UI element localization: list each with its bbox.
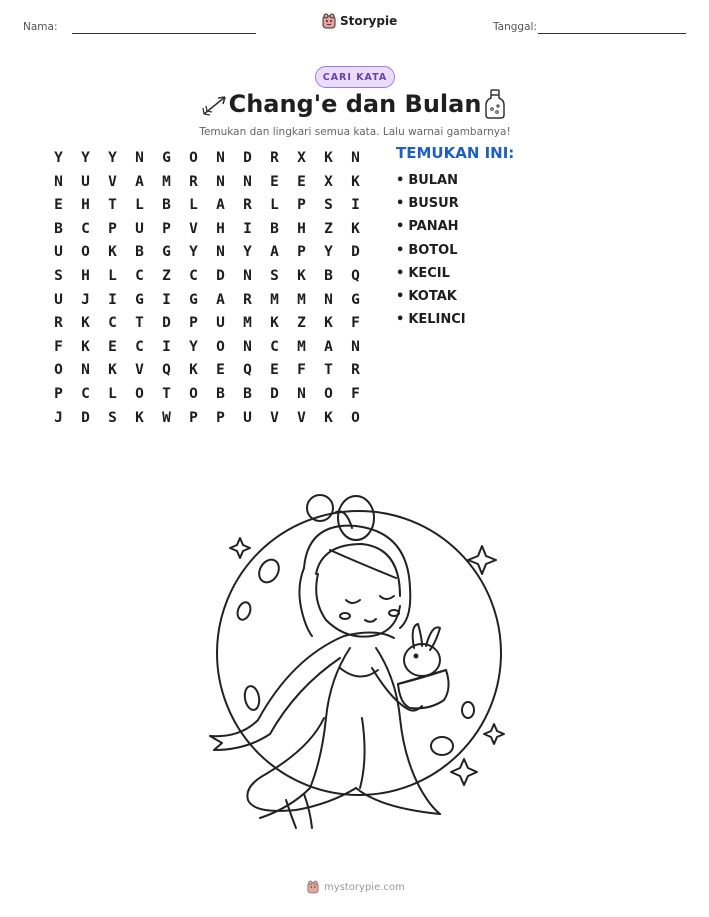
- grid-row: [45, 171, 369, 195]
- grid-letter[interactable]: I: [243, 220, 252, 237]
- grid-row: [45, 241, 369, 265]
- grid-letter[interactable]: O: [189, 385, 198, 402]
- grid-letter[interactable]: E: [54, 197, 63, 214]
- grid-row: [45, 312, 369, 336]
- grid-letter[interactable]: R: [54, 315, 63, 332]
- grid-letter[interactable]: T: [162, 385, 171, 402]
- grid-letter[interactable]: O: [324, 385, 333, 402]
- bullet: •: [396, 265, 405, 281]
- bullet: •: [396, 173, 405, 188]
- grid-letter[interactable]: O: [216, 338, 225, 355]
- grid-letter[interactable]: A: [324, 338, 333, 355]
- grid-letter[interactable]: K: [108, 244, 117, 261]
- grid-letter[interactable]: S: [108, 409, 117, 426]
- sparkle-icon: [468, 546, 496, 574]
- bullet: •: [396, 288, 405, 304]
- grid-letter[interactable]: L: [270, 197, 279, 214]
- grid-letter[interactable]: N: [216, 244, 225, 261]
- grid-letter[interactable]: U: [135, 220, 144, 237]
- bullet: •: [396, 219, 405, 235]
- grid-row: [45, 194, 369, 218]
- change-moon-illustration: [200, 488, 510, 848]
- bullet: •: [396, 312, 405, 328]
- rabbit: [404, 644, 440, 676]
- grid-letter[interactable]: B: [162, 197, 171, 214]
- grid-letter[interactable]: V: [189, 220, 198, 237]
- sparkle-icon: [484, 724, 504, 744]
- grid-letter[interactable]: S: [54, 267, 63, 284]
- grid-letter[interactable]: P: [189, 409, 198, 426]
- grid-row: [45, 336, 369, 360]
- word-text: KECIL: [408, 265, 450, 281]
- grid-letter[interactable]: M: [297, 338, 306, 355]
- grid-letter[interactable]: K: [324, 315, 333, 332]
- grid-letter[interactable]: C: [135, 267, 144, 284]
- word-list-item: [396, 263, 466, 286]
- grid-letter[interactable]: F: [351, 315, 360, 332]
- grid-letter[interactable]: E: [270, 173, 279, 190]
- word-text: BULAN: [408, 173, 459, 188]
- grid-letter[interactable]: K: [108, 362, 117, 379]
- grid-letter[interactable]: K: [189, 362, 198, 379]
- grid-letter[interactable]: I: [351, 197, 360, 214]
- grid-letter[interactable]: U: [216, 315, 225, 332]
- word-list: [396, 170, 466, 332]
- grid-letter[interactable]: F: [297, 362, 306, 379]
- grid-letter[interactable]: V: [135, 362, 144, 379]
- bottle-icon: [483, 88, 507, 120]
- grid-letter[interactable]: K: [81, 338, 90, 355]
- grid-letter[interactable]: N: [216, 173, 225, 190]
- grid-letter[interactable]: E: [216, 362, 225, 379]
- word-list-item: [396, 240, 466, 263]
- grid-letter[interactable]: G: [189, 291, 198, 308]
- grid-letter[interactable]: B: [270, 220, 279, 237]
- grid-letter[interactable]: O: [351, 409, 360, 426]
- grid-letter[interactable]: D: [216, 267, 225, 284]
- grid-letter[interactable]: Y: [189, 338, 198, 355]
- grid-letter[interactable]: P: [297, 197, 306, 214]
- grid-letter[interactable]: D: [81, 409, 90, 426]
- grid-letter[interactable]: B: [135, 244, 144, 261]
- word-list-item: [396, 170, 466, 193]
- sparkle-icon: [451, 759, 477, 785]
- grid-letter[interactable]: W: [162, 409, 171, 426]
- grid-letter[interactable]: U: [81, 173, 90, 190]
- grid-letter[interactable]: U: [243, 409, 252, 426]
- brand-logo: [322, 13, 397, 29]
- grid-letter[interactable]: I: [108, 291, 117, 308]
- grid-letter[interactable]: N: [216, 150, 225, 166]
- grid-letter[interactable]: H: [81, 267, 90, 284]
- grid-letter[interactable]: Y: [81, 150, 90, 166]
- grid-letter[interactable]: H: [297, 220, 306, 237]
- grid-letter[interactable]: L: [108, 267, 117, 284]
- grid-letter[interactable]: A: [216, 291, 225, 308]
- grid-letter[interactable]: N: [351, 338, 360, 355]
- word-text: KOTAK: [408, 288, 457, 304]
- grid-letter[interactable]: P: [108, 220, 117, 237]
- word-list-item: [396, 216, 466, 239]
- grid-letter[interactable]: G: [162, 244, 171, 261]
- grid-letter[interactable]: Y: [108, 150, 117, 166]
- word-list-title: TEMUKAN INI:: [396, 144, 515, 162]
- grid-letter[interactable]: P: [162, 220, 171, 237]
- grid-letter[interactable]: O: [189, 150, 198, 166]
- grid-row: [45, 359, 369, 383]
- grid-row: [45, 265, 369, 289]
- grid-letter[interactable]: X: [297, 150, 306, 166]
- grid-letter[interactable]: N: [243, 267, 252, 284]
- grid-letter[interactable]: M: [297, 291, 306, 308]
- grid-row: [45, 383, 369, 407]
- word-text: KELINCI: [408, 312, 466, 328]
- grid-letter[interactable]: K: [135, 409, 144, 426]
- grid-letter[interactable]: A: [270, 244, 279, 261]
- grid-letter[interactable]: K: [81, 315, 90, 332]
- bullet: •: [396, 196, 405, 212]
- grid-letter[interactable]: K: [324, 150, 333, 166]
- grid-letter[interactable]: T: [108, 197, 117, 214]
- grid-letter[interactable]: Q: [351, 267, 360, 284]
- grid-letter[interactable]: V: [270, 409, 279, 426]
- bullet: •: [396, 242, 405, 258]
- grid-letter[interactable]: B: [54, 220, 63, 237]
- grid-letter[interactable]: K: [270, 315, 279, 332]
- grid-row: [45, 147, 369, 171]
- grid-letter[interactable]: C: [81, 385, 90, 402]
- grid-letter[interactable]: Z: [324, 220, 333, 237]
- grid-letter[interactable]: C: [135, 338, 144, 355]
- grid-letter[interactable]: O: [135, 385, 144, 402]
- brand-name: Storypie: [340, 14, 398, 28]
- grid-letter[interactable]: U: [54, 244, 63, 261]
- grid-letter[interactable]: F: [351, 385, 360, 402]
- grid-letter[interactable]: K: [324, 409, 333, 426]
- grid-letter[interactable]: N: [297, 385, 306, 402]
- grid-letter[interactable]: C: [189, 267, 198, 284]
- grid-letter[interactable]: R: [270, 150, 279, 166]
- grid-letter[interactable]: M: [162, 173, 171, 190]
- grid-letter[interactable]: C: [81, 220, 90, 237]
- grid-letter[interactable]: M: [270, 291, 279, 308]
- storypie-logo-icon: [322, 13, 336, 29]
- grid-letter[interactable]: P: [297, 244, 306, 261]
- date-line: [538, 33, 686, 34]
- word-text: BOTOL: [408, 242, 458, 258]
- grid-letter[interactable]: N: [243, 338, 252, 355]
- grid-letter[interactable]: U: [54, 291, 63, 308]
- grid-letter[interactable]: D: [162, 315, 171, 332]
- grid-letter[interactable]: K: [351, 220, 360, 237]
- grid-letter[interactable]: H: [81, 197, 90, 214]
- grid-letter[interactable]: E: [297, 173, 306, 190]
- grid-letter[interactable]: D: [270, 385, 279, 402]
- grid-letter[interactable]: N: [135, 150, 144, 166]
- word-list-item: [396, 309, 466, 332]
- word-text: BUSUR: [408, 196, 459, 212]
- grid-letter[interactable]: K: [297, 267, 306, 284]
- grid-letter[interactable]: X: [324, 173, 333, 190]
- grid-letter[interactable]: L: [108, 385, 117, 402]
- word-search-grid: [45, 147, 369, 430]
- name-label: Nama:: [23, 21, 58, 33]
- grid-letter[interactable]: Q: [162, 362, 171, 379]
- grid-letter[interactable]: Q: [243, 362, 252, 379]
- grid-letter[interactable]: M: [243, 315, 252, 332]
- grid-row: [45, 218, 369, 242]
- name-line: [72, 33, 256, 34]
- sparkle-icon: [230, 538, 250, 558]
- date-label: Tanggal:: [493, 21, 537, 33]
- grid-letter[interactable]: K: [351, 173, 360, 190]
- activity-badge: CARI KATA: [315, 66, 395, 88]
- grid-letter[interactable]: Z: [162, 267, 171, 284]
- grid-letter[interactable]: F: [54, 338, 63, 355]
- grid-letter[interactable]: E: [270, 362, 279, 379]
- grid-letter[interactable]: B: [243, 385, 252, 402]
- grid-letter[interactable]: C: [270, 338, 279, 355]
- grid-letter[interactable]: I: [162, 291, 171, 308]
- grid-letter[interactable]: D: [243, 150, 252, 166]
- grid-letter[interactable]: N: [351, 150, 360, 166]
- grid-letter[interactable]: I: [162, 338, 171, 355]
- grid-letter[interactable]: J: [81, 291, 90, 308]
- moon: [217, 511, 501, 795]
- grid-letter[interactable]: E: [108, 338, 117, 355]
- footer-url[interactable]: mystorypie.com: [324, 881, 405, 893]
- grid-letter[interactable]: N: [324, 291, 333, 308]
- grid-letter[interactable]: N: [81, 362, 90, 379]
- grid-letter[interactable]: Y: [189, 244, 198, 261]
- grid-letter[interactable]: V: [297, 409, 306, 426]
- grid-letter[interactable]: V: [108, 173, 117, 190]
- grid-letter[interactable]: S: [270, 267, 279, 284]
- grid-letter[interactable]: N: [54, 173, 63, 190]
- grid-letter[interactable]: D: [351, 244, 360, 261]
- grid-letter[interactable]: A: [216, 197, 225, 214]
- grid-letter[interactable]: G: [162, 150, 171, 166]
- grid-letter[interactable]: R: [243, 291, 252, 308]
- instructions: Temukan dan lingkari semua kata. Lalu warnai gambarnya!: [199, 126, 511, 138]
- grid-letter[interactable]: O: [81, 244, 90, 261]
- grid-letter[interactable]: Z: [297, 315, 306, 332]
- grid-letter[interactable]: Y: [54, 150, 63, 166]
- grid-letter[interactable]: R: [189, 173, 198, 190]
- grid-letter[interactable]: S: [324, 197, 333, 214]
- grid-letter[interactable]: J: [54, 409, 63, 426]
- word-list-item: [396, 193, 466, 216]
- word-list-item: [396, 286, 466, 309]
- grid-letter[interactable]: T: [324, 362, 333, 379]
- grid-row: [45, 407, 369, 431]
- grid-letter[interactable]: Y: [324, 244, 333, 261]
- grid-letter[interactable]: N: [243, 173, 252, 190]
- word-text: PANAH: [408, 219, 459, 235]
- grid-letter[interactable]: H: [216, 220, 225, 237]
- page-title: Chang'e dan Bulan: [228, 90, 482, 118]
- grid-letter[interactable]: Y: [243, 244, 252, 261]
- grid-letter[interactable]: B: [324, 267, 333, 284]
- grid-letter[interactable]: R: [351, 362, 360, 379]
- grid-letter[interactable]: A: [135, 173, 144, 190]
- storypie-logo-icon: [307, 880, 319, 894]
- grid-row: [45, 289, 369, 313]
- grid-letter[interactable]: L: [135, 197, 144, 214]
- grid-letter[interactable]: L: [189, 197, 198, 214]
- footer: [307, 880, 405, 894]
- grid-letter[interactable]: R: [243, 197, 252, 214]
- grid-letter[interactable]: P: [216, 409, 225, 426]
- grid-letter[interactable]: G: [351, 291, 360, 308]
- grid-letter[interactable]: P: [54, 385, 63, 402]
- grid-letter[interactable]: C: [108, 315, 117, 332]
- grid-letter[interactable]: T: [135, 315, 144, 332]
- grid-letter[interactable]: O: [54, 362, 63, 379]
- grid-letter[interactable]: P: [189, 315, 198, 332]
- grid-letter[interactable]: B: [216, 385, 225, 402]
- grid-letter[interactable]: G: [135, 291, 144, 308]
